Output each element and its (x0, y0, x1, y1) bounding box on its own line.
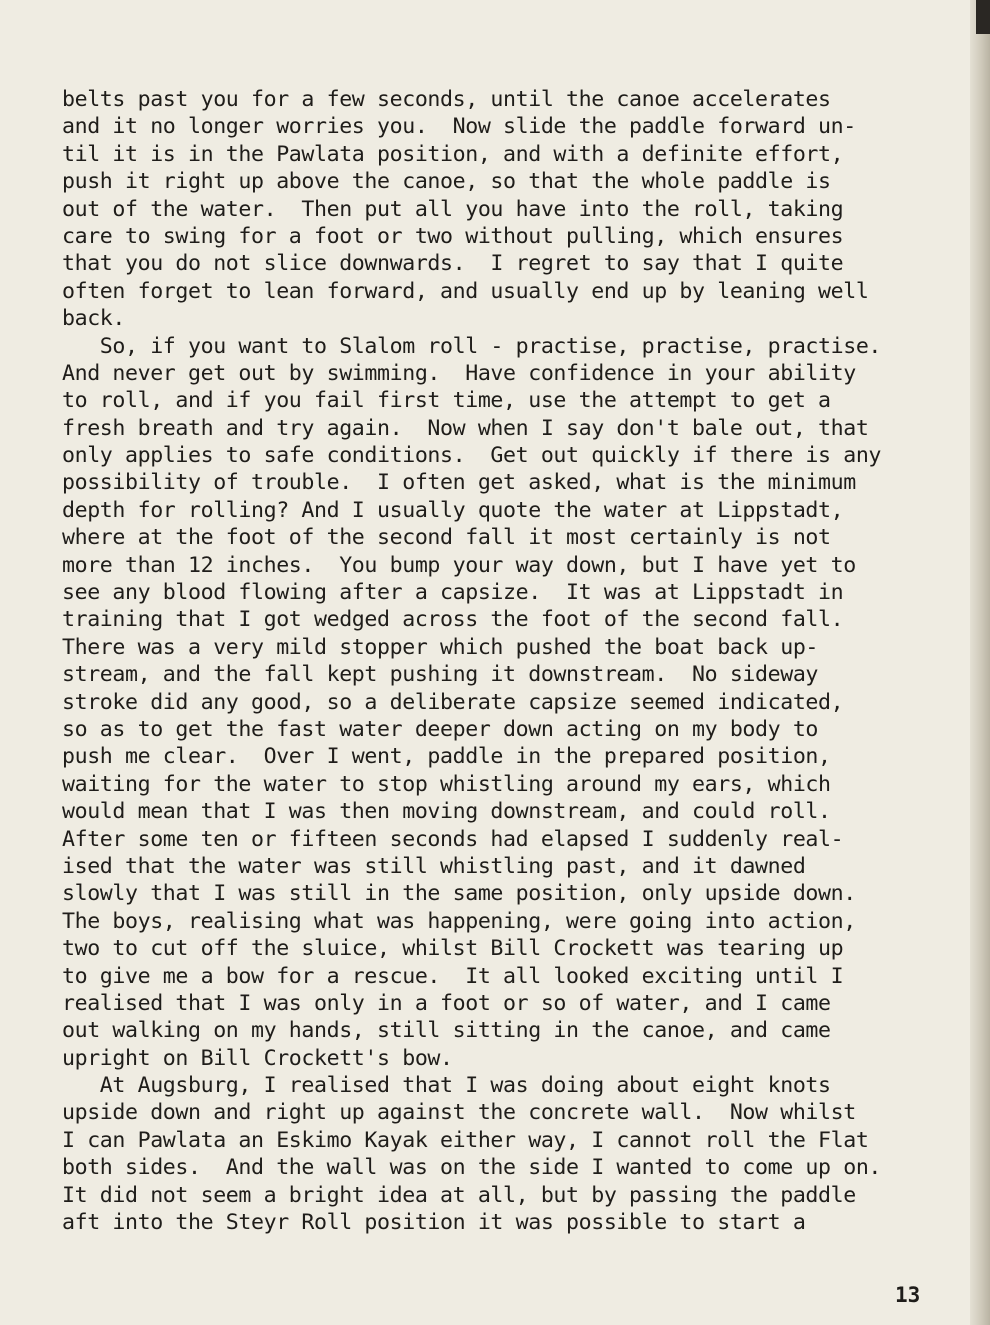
text-line: back. (62, 306, 126, 332)
page-corner-shadow (976, 0, 990, 34)
text-line: The boys, realising what was happening, were going into action, (62, 908, 856, 934)
text-line: more than 12 inches. You bump your way down, but I have yet to (62, 552, 856, 578)
text-line: til it is in the Pawlata position, and with a definite effort, (62, 141, 844, 167)
text-line: stroke did any good, so a deliberate capsize seemed indicated, (62, 689, 844, 715)
text-line: to give me a bow for a rescue. It all looked exciting until I (62, 963, 844, 989)
text-line: depth for rolling? And I usually quote the water at Lippstadt, (62, 497, 844, 523)
text-line: so as to get the fast water deeper down acting on my body to (62, 716, 819, 742)
text-line: out of the water. Then put all you have into the roll, taking (62, 196, 844, 222)
text-line: push it right up above the canoe, so that the whole paddle is (62, 169, 831, 195)
text-line: It did not seem a bright idea at all, but by passing the paddle (62, 1182, 856, 1208)
text-line: out walking on my hands, still sitting in the canoe, and came (62, 1018, 831, 1044)
text-line: both sides. And the wall was on the side I wanted to come up on. (62, 1155, 882, 1181)
text-line: that you do not slice downwards. I regret to say that I quite (62, 251, 844, 277)
body-text (62, 86, 962, 1236)
text-line: belts past you for a few seconds, until the canoe accelerates (62, 87, 831, 112)
text-line: waiting for the water to stop whistling around my ears, which (62, 771, 831, 797)
text-line: would mean that I was then moving downstream, and could roll. (62, 799, 831, 825)
text-line: possibility of trouble. I often get asked, what is the minimum (62, 470, 856, 496)
text-line: often forget to lean forward, and usually end up by leaning well (62, 278, 869, 304)
text-line: see any blood flowing after a capsize. It was at Lippstadt in (62, 580, 844, 606)
text-line: two to cut off the sluice, whilst Bill Crockett was tearing up (62, 936, 844, 962)
text-line: only applies to safe conditions. Get out quickly if there is any (62, 443, 882, 469)
text-line: training that I got wedged across the foot of the second fall. (62, 607, 844, 633)
text-line: After some ten or fifteen seconds had elapsed I suddenly real- (62, 826, 844, 852)
text-line: aft into the Steyr Roll position it was possible to start a (62, 1210, 806, 1236)
text-line: There was a very mild stopper which pushed the boat back up- (62, 634, 819, 660)
text-line: At Augsburg, I realised that I was doing about eight knots (62, 1073, 831, 1099)
text-line: I can Pawlata an Eskimo Kayak either way, I cannot roll the Flat (62, 1127, 869, 1153)
text-line: fresh breath and try again. Now when I say don't bale out, that (62, 415, 869, 441)
text-line: ised that the water was still whistling past, and it dawned (62, 853, 806, 879)
text-line: upside down and right up against the concrete wall. Now whilst (62, 1100, 856, 1126)
text-line: slowly that I was still in the same position, only upside down. (62, 881, 856, 907)
page-binding-edge (970, 0, 990, 1325)
text-line: And never get out by swimming. Have confidence in your ability (62, 360, 856, 386)
text-line: push me clear. Over I went, paddle in the prepared position, (62, 744, 831, 770)
text-line: So, if you want to Slalom roll - practise, practise, practise. (62, 333, 882, 359)
text-line: stream, and the fall kept pushing it downstream. No sideway (62, 662, 819, 688)
page-number: 13 (895, 1283, 921, 1307)
text-line: upright on Bill Crockett's bow. (62, 1045, 453, 1071)
text-line: and it no longer worries you. Now slide the paddle forward un- (62, 114, 856, 140)
text-line: to roll, and if you fail first time, use the attempt to get a (62, 388, 831, 414)
text-line: realised that I was only in a foot or so of water, and I came (62, 990, 831, 1016)
text-line: where at the foot of the second fall it most certainly is not (62, 525, 831, 551)
text-line: care to swing for a foot or two without pulling, which ensures (62, 223, 844, 249)
